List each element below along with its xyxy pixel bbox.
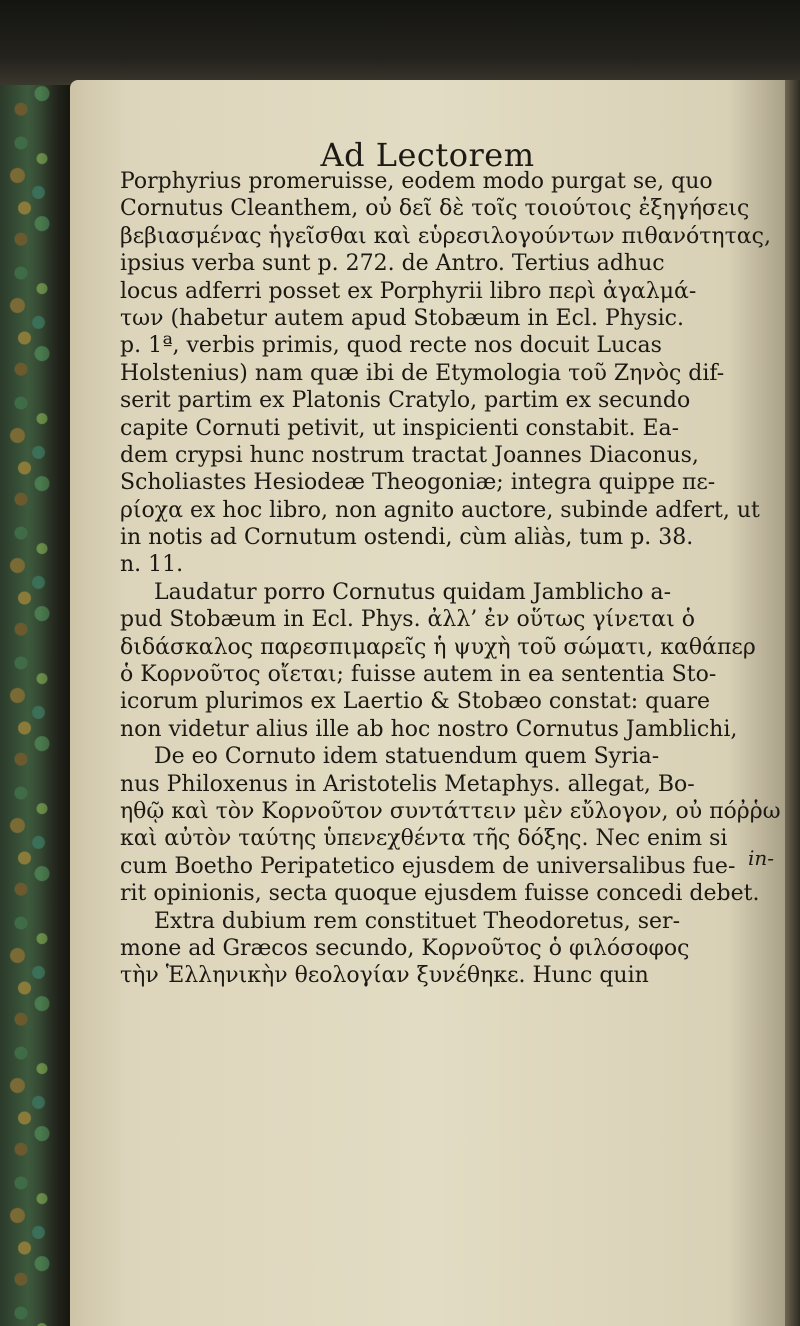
text-line: rit opinionis, secta quoque ejusdem fuisse concedi debet. xyxy=(120,881,760,907)
text-line: διδάσκαλος παρεσπιμαρεῖς ἡ ψυχὴ τοῦ σώματι, καθάπερ xyxy=(120,634,756,660)
text-line: mone ad Græcos secundo, Κορνοῦτος ὁ φιλόσοφος xyxy=(120,935,690,961)
text-line: Extra dubium rem constituet Theodoretus, ser- xyxy=(154,908,681,934)
text-line: locus adferri posset ex Porphyrii libro περὶ ἀγαλμά- xyxy=(120,278,697,304)
text-line: βεβιασμένας ἡγεῖσθαι καὶ εὑρεσιλογούντων πιθανότητας, xyxy=(120,223,771,249)
text-line: καὶ αὐτὸν ταύτης ὑπενεχθέντα τῆς δόξης. Nec enim si xyxy=(120,826,728,852)
page-text xyxy=(120,168,788,990)
text-line: Porphyrius promeruisse, eodem modo purgat se, quo xyxy=(120,169,713,194)
text-line: ρίοχα ex hoc libro, non agnito auctore, subinde adfert, ut xyxy=(120,497,760,523)
running-head: Ad Lectorem xyxy=(320,136,535,174)
text-line: ηθῷ καὶ τὸν Κορνοῦτον συντάττειν μὲν εὔλογον, οὐ πόῤῥω xyxy=(120,798,781,824)
text-line: n. 11. xyxy=(120,552,184,578)
text-line: ipsius verba sunt p. 272. de Antro. Tertius adhuc xyxy=(120,251,665,277)
text-line: ὁ Κορνοῦτος οἴεται; fuisse autem in ea sententia Sto- xyxy=(120,662,717,688)
text-line: capite Cornuti petivit, ut inspicienti constabit. Ea- xyxy=(120,415,680,441)
text-line: De eo Cornuto idem statuendum quem Syria- xyxy=(154,744,660,770)
text-line: των (habetur autem apud Stobæum in Ecl. Physic. xyxy=(120,305,684,331)
text-line: icorum plurimos ex Laertio & Stobæo constat: quare xyxy=(120,689,711,715)
text-line: Scholiastes Hesiodeæ Theogoniæ; integra quippe πε- xyxy=(120,470,716,496)
text-line: pud Stobæum in Ecl. Phys. ἀλλ’ ἐν οὕτως γίνεται ὁ xyxy=(120,607,695,633)
top-shadow xyxy=(0,0,800,85)
text-line: Laudatur porro Cornutus quidam Jamblicho a- xyxy=(154,579,672,605)
book-binding xyxy=(0,0,70,1326)
catchword: in- xyxy=(748,846,775,870)
text-line: in notis ad Cornutum ostendi, cùm aliàs, tum p. 38. xyxy=(120,525,694,551)
text-line: nus Philoxenus in Aristotelis Metaphys. allegat, Bo- xyxy=(120,771,695,797)
text-line: dem crypsi hunc nostrum tractat Joannes Diaconus, xyxy=(120,442,699,468)
text-line: non videtur alius ille ab hoc nostro Cornutus Jamblichi, xyxy=(120,716,738,742)
text-line: τὴν Ἑλληνικὴν θεολογίαν ξυνέθηκε. Hunc quin xyxy=(120,963,649,989)
text-line: cum Boetho Peripatetico ejusdem de universalibus fue- xyxy=(120,853,736,879)
text-line: p. 1ª, verbis primis, quod recte nos docuit Lucas xyxy=(120,333,662,359)
text-line: Holstenius) nam quæ ibi de Etymologia τοῦ Ζηνὸς dif- xyxy=(120,360,725,386)
text-line: serit partim ex Platonis Cratylo, partim ex secundo xyxy=(120,388,691,414)
text-line: Cornutus Cleanthem, οὐ δεῖ δὲ τοῖς τοιούτοις ἐξηγήσεις xyxy=(120,196,750,222)
